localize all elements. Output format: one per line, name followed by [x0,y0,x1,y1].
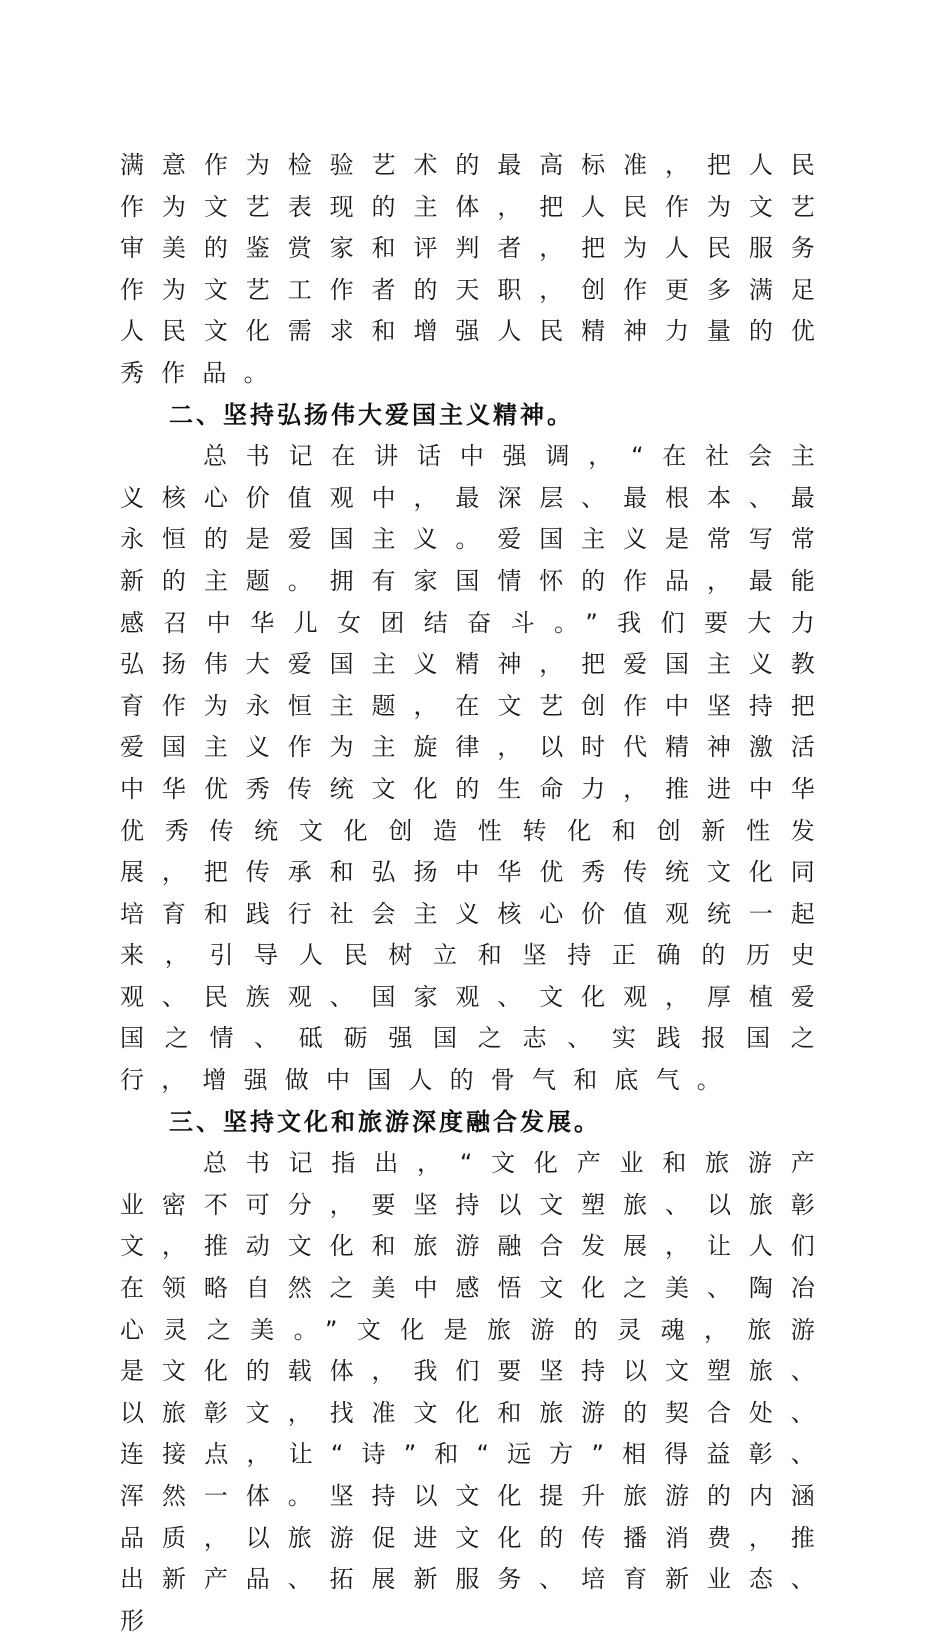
paragraph-culture-tourism: 总书记指出，“文化产业和旅游产业密不可分，要坚持以文塑旅、以旅彰文，推动文化和旅游融合发展，让人们在领略自然之美中感悟文化之美、陶冶心灵之美。”文化是旅游的灵魂，旅游是文化的载体，我们要坚持以文塑旅、以旅彰文，找准文化和旅游的契合处、连接点，让“诗”和“远方”相得益彰、浑然一体。坚持以文化提升旅游的内涵品质，以旅游促进文化的传播消费，推出新产品、拓展新服务、培育新业态、形 [120,1149,832,1635]
paragraph-continued: 满意作为检验艺术的最高标准，把人民作为文艺表现的主体，把人民作为文艺审美的鉴赏家和评判者，把为人民服务作为文艺工作者的天职，创作更多满足人民文化需求和增强人民精神力量的优秀作品。 [120,151,832,387]
paragraph-patriotism: 总书记在讲话中强调，“在社会主义核心价值观中，最深层、最根本、最永恒的是爱国主义。爱国主义是常写常新的主题。拥有家国情怀的作品，最能感召中华儿女团结奋斗。”我们要大力弘扬伟大爱国主义精神，把爱国主义教育作为永恒主题，在文艺创作中坚持把爱国主义作为主旋律，以时代精神激活中华优秀传统文化的生命力，推进中华优秀传统文化创造性转化和创新性发展，把传承和弘扬中华优秀传统文化同培育和践行社会主义核心价值观统一起来，引导人民树立和坚持正确的历史观、民族观、国家观、文化观，厚植爱国之情、砥砺强国之志、实践报国之行，增强做中国人的骨气和底气。 [120,442,832,1095]
section-heading-2: 二、坚持弘扬伟大爱国主义精神。 [169,400,574,429]
document-page [120,145,832,1642]
section-heading-3: 三、坚持文化和旅游深度融合发展。 [169,1107,601,1136]
